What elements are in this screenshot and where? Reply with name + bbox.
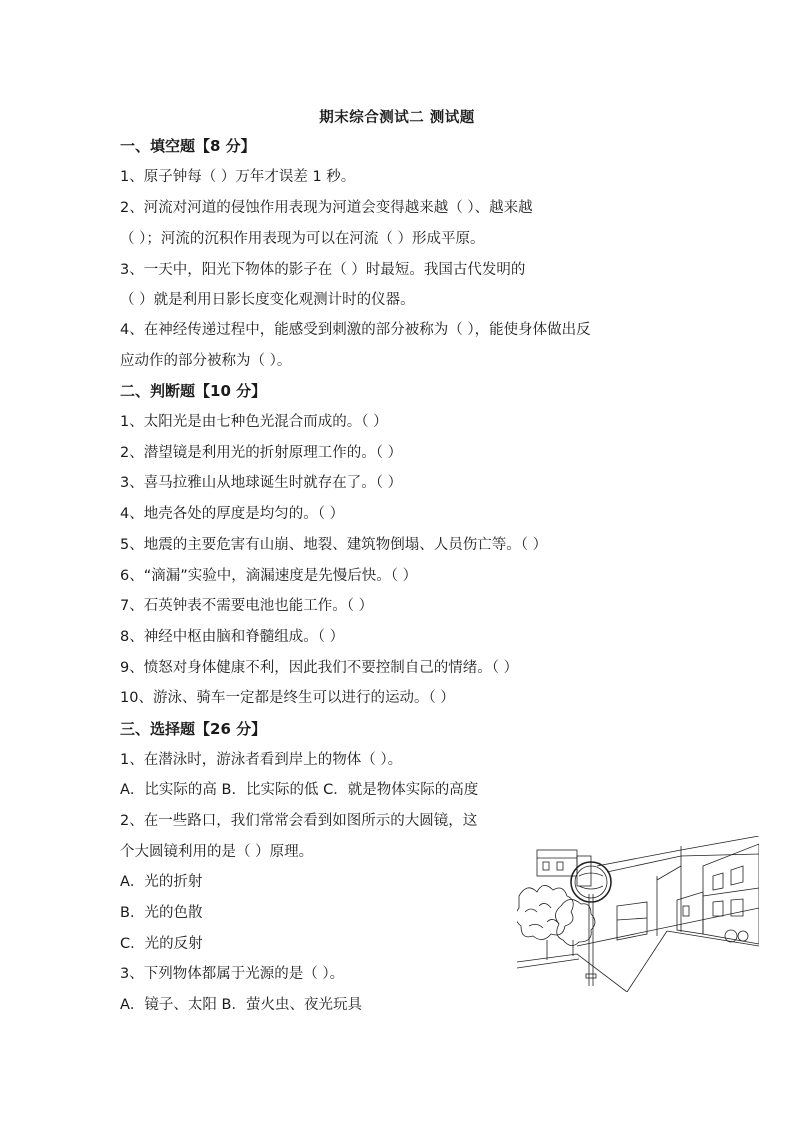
question-line: 4、地壳各处的厚度是均匀的。（ ）: [120, 506, 345, 522]
question-line: （ ）就是利用日影长度变化观测计时的仪器。: [120, 292, 415, 308]
options-line: A．光的折射: [120, 874, 203, 890]
question-line: 4、在神经传递过程中，能感受到刺激的部分被称为（ ），能使身体做出反: [120, 322, 591, 338]
question-line: 5、地震的主要危害有山崩、地裂、建筑物倒塌、人员伤亡等。（ ）: [120, 537, 548, 553]
page-title: 期末综合测试二 测试题: [319, 110, 475, 126]
question-line: 9、愤怒对身体健康不利，因此我们不要控制自己的情绪。（ ）: [120, 660, 519, 676]
question-line: 应动作的部分被称为（ ）。: [120, 353, 292, 369]
section-heading-multiple-choice: 三、选择题【26 分】: [120, 720, 267, 738]
question-line: 1、在潜泳时，游泳者看到岸上的物体（ ）。: [120, 752, 403, 768]
question-line: 3、喜马拉雅山从地球诞生时就存在了。（ ）: [120, 475, 403, 491]
options-line: A．镜子、太阳 B．萤火虫、夜光玩具: [120, 997, 362, 1013]
question-line: 6、“滴漏”实验中，滴漏速度是先慢后快。（ ）: [120, 568, 418, 584]
question-line: 3、一天中，阳光下物体的影子在（ ）时最短。我国古代发明的: [120, 262, 526, 278]
question-line: 10、游泳、骑车一定都是终生可以进行的运动。（ ）: [120, 690, 455, 706]
street-mirror-illustration: [517, 836, 759, 992]
question-line: 1、原子钟每（ ）万年才误差 1 秒。: [120, 169, 356, 185]
question-line: 2、在一些路口，我们常常会看到如图所示的大圆镜，这: [120, 813, 478, 829]
options-line: A．比实际的高 B．比实际的低 C．就是物体实际的高度: [120, 782, 479, 798]
question-line: 8、神经中枢由脑和脊髓组成。（ ）: [120, 629, 345, 645]
section-heading-true-false: 二、判断题【10 分】: [120, 382, 267, 400]
question-line: 个大圆镜利用的是（ ）原理。: [120, 844, 314, 860]
options-line: B．光的色散: [120, 905, 203, 921]
options-line: C．光的反射: [120, 936, 203, 952]
question-line: 7、石英钟表不需要电池也能工作。（ ）: [120, 598, 374, 614]
question-line: （ ）；河流的沉积作用表现为可以在河流（ ）形成平原。: [120, 231, 485, 247]
question-line: 1、太阳光是由七种色光混合而成的。（ ）: [120, 414, 388, 430]
section-heading-fill-blank: 一、填空题【8 分】: [120, 137, 256, 155]
question-line: 3、下列物体都属于光源的是（ ）。: [120, 966, 345, 982]
question-line: 2、潜望镜是利用光的折射原理工作的。（ ）: [120, 445, 403, 461]
question-line: 2、河流对河道的侵蚀作用表现为河道会变得越来越（ ）、越来越: [120, 200, 533, 216]
